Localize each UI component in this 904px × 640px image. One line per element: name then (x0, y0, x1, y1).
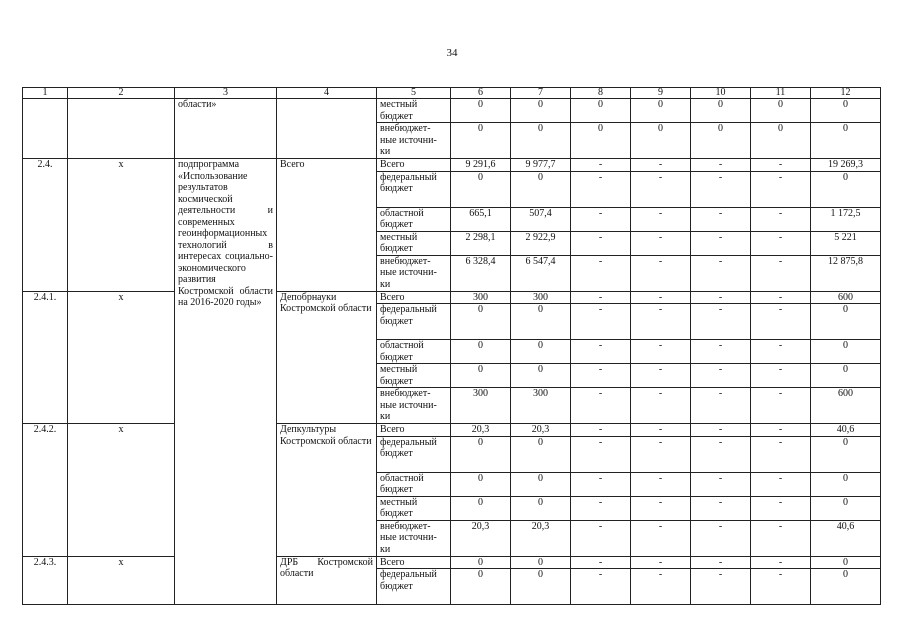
value-cell: 300 (451, 291, 511, 304)
value-cell: 0 (451, 556, 511, 569)
header-cell: 2 (68, 88, 175, 99)
value-cell: 0 (511, 99, 571, 123)
value-cell: - (691, 424, 751, 437)
table-row (23, 424, 881, 437)
value-cell: - (751, 159, 811, 172)
value-cell: - (751, 472, 811, 496)
value-cell: - (691, 496, 751, 520)
value-cell: - (751, 171, 811, 207)
value-cell: 665,1 (451, 207, 511, 231)
value-cell: - (691, 255, 751, 291)
value-cell: - (691, 388, 751, 424)
value-cell: - (751, 556, 811, 569)
value-cell: 0 (451, 496, 511, 520)
value-cell: 0 (511, 472, 571, 496)
x-cell: x (68, 424, 175, 557)
value-cell: 0 (811, 99, 881, 123)
value-cell: 0 (511, 436, 571, 472)
num-cell: 2.4.1. (23, 291, 68, 424)
value-cell: 40,6 (811, 520, 881, 556)
value-cell: 6 328,4 (451, 255, 511, 291)
header-row (23, 88, 881, 99)
value-cell: 0 (691, 123, 751, 159)
budget-table (22, 87, 881, 605)
num-cell: 2.4. (23, 159, 68, 292)
source-cell: областной бюджет (377, 207, 451, 231)
executor-cell: Депкультуры Костромской области (277, 424, 377, 557)
value-cell: - (751, 304, 811, 340)
source-cell: внебюджет-ные источни-ки (377, 520, 451, 556)
value-cell: 600 (811, 291, 881, 304)
value-cell: - (571, 520, 631, 556)
source-cell: Всего (377, 159, 451, 172)
value-cell: - (571, 388, 631, 424)
value-cell: - (631, 304, 691, 340)
value-cell: - (751, 207, 811, 231)
value-cell: 0 (811, 569, 881, 605)
value-cell: - (751, 388, 811, 424)
value-cell: 0 (751, 99, 811, 123)
value-cell: - (691, 364, 751, 388)
value-cell: 20,3 (451, 424, 511, 437)
value-cell: - (631, 569, 691, 605)
header-cell: 1 (23, 88, 68, 99)
value-cell: - (751, 340, 811, 364)
value-cell: - (571, 569, 631, 605)
source-cell: Всего (377, 424, 451, 437)
value-cell: 2 298,1 (451, 231, 511, 255)
header-cell: 3 (175, 88, 277, 99)
value-cell: 5 221 (811, 231, 881, 255)
value-cell: 300 (511, 291, 571, 304)
value-cell: 0 (811, 123, 881, 159)
source-cell: местный бюджет (377, 496, 451, 520)
table-row (23, 159, 881, 172)
value-cell: - (751, 231, 811, 255)
executor-cell: ДРБ Костромской области (277, 556, 377, 605)
value-cell: 0 (751, 123, 811, 159)
value-cell: - (631, 424, 691, 437)
value-cell: - (631, 231, 691, 255)
value-cell: 300 (511, 388, 571, 424)
header-cell: 6 (451, 88, 511, 99)
page-number: 34 (446, 47, 458, 59)
value-cell: 0 (571, 99, 631, 123)
value-cell: - (751, 255, 811, 291)
source-cell: местный бюджет (377, 364, 451, 388)
value-cell: 0 (691, 99, 751, 123)
value-cell: - (631, 496, 691, 520)
value-cell: - (691, 171, 751, 207)
value-cell: - (751, 291, 811, 304)
x-cell: x (68, 556, 175, 605)
source-cell: внебюджет-ные источни-ки (377, 388, 451, 424)
value-cell: 0 (451, 171, 511, 207)
value-cell: - (631, 255, 691, 291)
value-cell: 0 (571, 123, 631, 159)
value-cell: - (571, 364, 631, 388)
value-cell: 0 (811, 436, 881, 472)
header-cell: 7 (511, 88, 571, 99)
header-cell: 5 (377, 88, 451, 99)
value-cell: 20,3 (511, 424, 571, 437)
source-cell: федеральный бюджет (377, 436, 451, 472)
value-cell: 0 (511, 171, 571, 207)
value-cell: - (571, 207, 631, 231)
source-cell: внебюджет-ные источни-ки (377, 123, 451, 159)
value-cell: 1 172,5 (811, 207, 881, 231)
value-cell: - (751, 424, 811, 437)
value-cell: 19 269,3 (811, 159, 881, 172)
num-cell: 2.4.3. (23, 556, 68, 605)
num-cell: 2.4.2. (23, 424, 68, 557)
table-row (23, 99, 881, 123)
value-cell: - (631, 159, 691, 172)
value-cell: 0 (451, 364, 511, 388)
value-cell: - (631, 340, 691, 364)
value-cell: - (631, 436, 691, 472)
value-cell: - (571, 231, 631, 255)
value-cell: 0 (631, 123, 691, 159)
executor-cell: Депобрнауки Костромской области (277, 291, 377, 424)
value-cell: - (751, 436, 811, 472)
value-cell: 0 (451, 436, 511, 472)
value-cell: 300 (451, 388, 511, 424)
value-cell: - (751, 520, 811, 556)
value-cell: 0 (811, 340, 881, 364)
value-cell: 0 (811, 496, 881, 520)
description-cell: области» (175, 99, 277, 159)
source-cell: местный бюджет (377, 99, 451, 123)
value-cell: 0 (811, 171, 881, 207)
value-cell: 0 (451, 472, 511, 496)
value-cell: 0 (511, 304, 571, 340)
x-cell (68, 99, 175, 159)
value-cell: 600 (811, 388, 881, 424)
value-cell: - (751, 364, 811, 388)
value-cell: - (571, 255, 631, 291)
table-row (23, 556, 881, 569)
value-cell: - (571, 340, 631, 364)
value-cell: - (691, 304, 751, 340)
value-cell: - (691, 556, 751, 569)
value-cell: - (631, 171, 691, 207)
table-body (23, 88, 881, 605)
value-cell: - (571, 556, 631, 569)
source-cell: Всего (377, 556, 451, 569)
value-cell: 20,3 (511, 520, 571, 556)
header-cell: 4 (277, 88, 377, 99)
value-cell: - (691, 436, 751, 472)
value-cell: 0 (451, 123, 511, 159)
source-cell: местный бюджет (377, 231, 451, 255)
description-cell: подпрограмма «Использование результатов космической деятельности и современных геоинформационных технологий в интересах социально-экономического развития Костромской области на 2016-2020 годы» (175, 159, 277, 605)
source-cell: областной бюджет (377, 340, 451, 364)
value-cell: 0 (811, 472, 881, 496)
value-cell: 0 (511, 569, 571, 605)
value-cell: 9 291,6 (451, 159, 511, 172)
header-cell: 12 (811, 88, 881, 99)
value-cell: - (751, 569, 811, 605)
value-cell: - (631, 364, 691, 388)
header-cell: 8 (571, 88, 631, 99)
value-cell: - (571, 496, 631, 520)
value-cell: - (691, 291, 751, 304)
executor-cell: Всего (277, 159, 377, 292)
value-cell: 40,6 (811, 424, 881, 437)
value-cell: - (571, 171, 631, 207)
value-cell: - (691, 569, 751, 605)
value-cell: 12 875,8 (811, 255, 881, 291)
source-cell: Всего (377, 291, 451, 304)
value-cell: - (691, 207, 751, 231)
header-cell: 11 (751, 88, 811, 99)
value-cell: - (691, 231, 751, 255)
value-cell: - (571, 424, 631, 437)
value-cell: 0 (511, 364, 571, 388)
value-cell: - (691, 340, 751, 364)
value-cell: - (631, 520, 691, 556)
table-row (23, 291, 881, 304)
value-cell: - (571, 472, 631, 496)
value-cell: - (631, 207, 691, 231)
value-cell: - (631, 472, 691, 496)
header-cell: 9 (631, 88, 691, 99)
value-cell: 0 (511, 340, 571, 364)
value-cell: 0 (511, 556, 571, 569)
executor-cell (277, 99, 377, 159)
value-cell: 0 (631, 99, 691, 123)
source-cell: областной бюджет (377, 472, 451, 496)
header-cell: 10 (691, 88, 751, 99)
value-cell: - (571, 159, 631, 172)
x-cell: x (68, 291, 175, 424)
source-cell: федеральный бюджет (377, 304, 451, 340)
x-cell: x (68, 159, 175, 292)
source-cell: внебюджет-ные источни-ки (377, 255, 451, 291)
num-cell (23, 99, 68, 159)
value-cell: 6 547,4 (511, 255, 571, 291)
value-cell: 0 (511, 123, 571, 159)
value-cell: 0 (811, 556, 881, 569)
value-cell: 0 (451, 340, 511, 364)
value-cell: 507,4 (511, 207, 571, 231)
value-cell: 0 (451, 99, 511, 123)
value-cell: - (751, 496, 811, 520)
value-cell: 2 922,9 (511, 231, 571, 255)
value-cell: - (631, 556, 691, 569)
value-cell: - (571, 291, 631, 304)
value-cell: 20,3 (451, 520, 511, 556)
value-cell: - (691, 159, 751, 172)
source-cell: федеральный бюджет (377, 171, 451, 207)
value-cell: 0 (451, 304, 511, 340)
value-cell: - (571, 436, 631, 472)
value-cell: 9 977,7 (511, 159, 571, 172)
value-cell: - (631, 388, 691, 424)
value-cell: - (691, 472, 751, 496)
value-cell: 0 (511, 496, 571, 520)
value-cell: - (571, 304, 631, 340)
value-cell: 0 (811, 304, 881, 340)
value-cell: - (691, 520, 751, 556)
value-cell: 0 (451, 569, 511, 605)
source-cell: федеральный бюджет (377, 569, 451, 605)
value-cell: - (631, 291, 691, 304)
value-cell: 0 (811, 364, 881, 388)
